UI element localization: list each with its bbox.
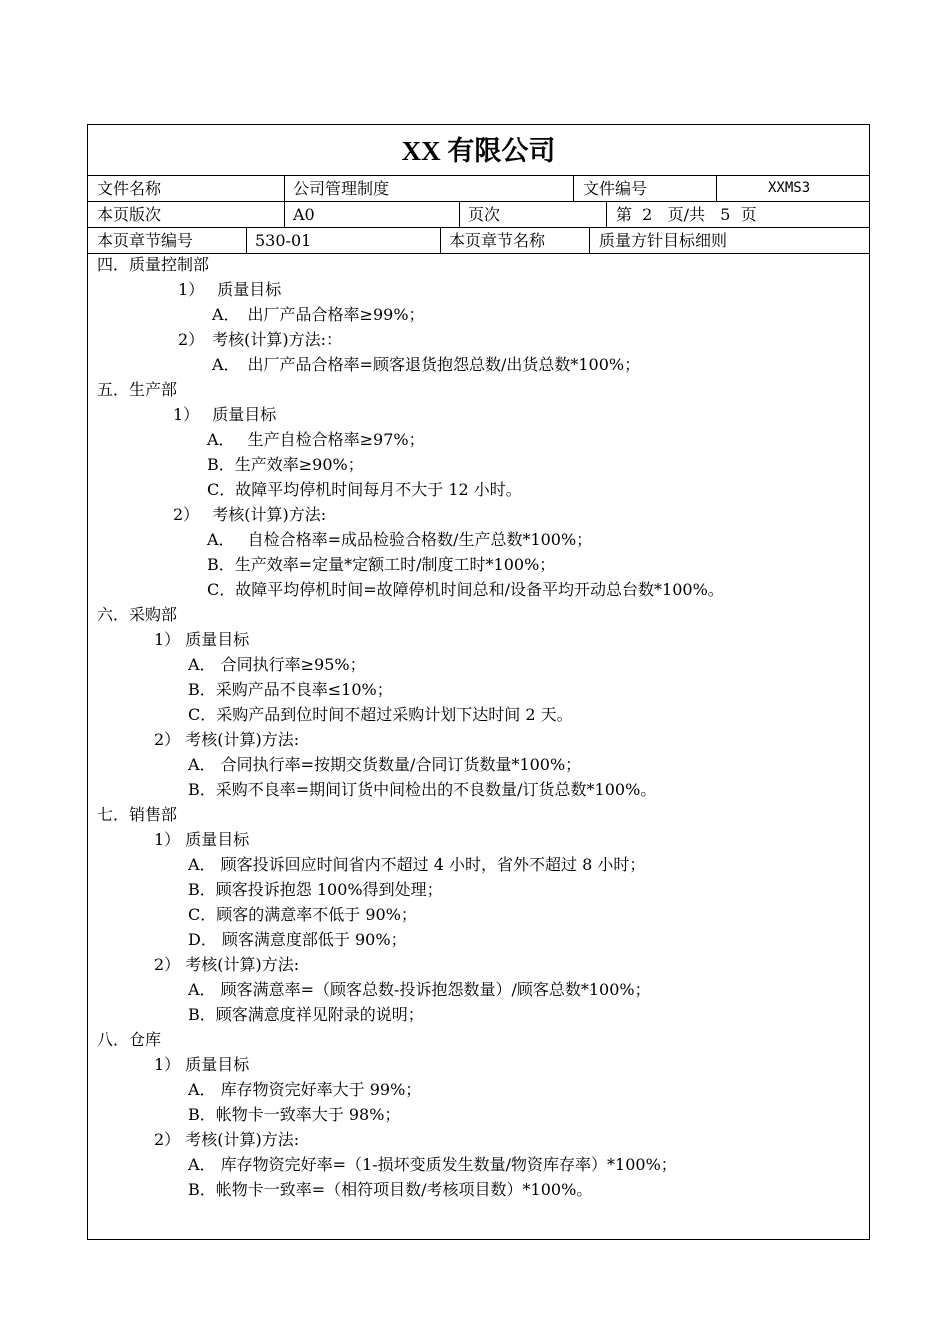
company-title: XX 有限公司 xyxy=(88,125,869,176)
list-item: C．故障平均停机时间每月不大于 12 小时。 xyxy=(207,480,522,499)
header-row-section xyxy=(88,228,869,254)
label-version: 本页版次 xyxy=(97,205,162,224)
list-item: A． 顾客投诉回应时间省内不超过 4 小时，省外不超过 8 小时； xyxy=(188,855,646,874)
section-heading: 六．采购部 xyxy=(97,605,178,624)
list-item: B．顾客满意度祥见附录的说明； xyxy=(188,1005,424,1024)
section-heading: 八．仓库 xyxy=(97,1030,162,1049)
list-item: A． 出厂产品合格率=顾客退货抱怨总数/出货总数*100%； xyxy=(212,355,641,374)
version-value: A0 xyxy=(293,205,315,224)
section-heading: 四．质量控制部 xyxy=(97,255,210,274)
document-frame xyxy=(87,124,870,1240)
list-item: D． 顾客满意度部低于 90%； xyxy=(188,930,407,949)
list-item: C．故障平均停机时间=故障停机时间总和/设备平均开动总台数*100%。 xyxy=(207,580,724,599)
list-item: 2） 考核(计算)方法: xyxy=(173,505,327,524)
list-item: A． 库存物资完好率=（1-损坏变质发生数量/物资库存率）*100%； xyxy=(188,1155,677,1174)
list-item: A． 自检合格率=成品检验合格数/生产总数*100%； xyxy=(207,530,593,549)
list-item: B．采购产品不良率≤10%； xyxy=(188,680,393,699)
list-item: 1） 质量目标 xyxy=(173,405,277,424)
label-page: 页次 xyxy=(468,205,501,224)
section-heading: 五．生产部 xyxy=(97,380,178,399)
list-item: 2） 考核(计算)方法: xyxy=(154,955,300,974)
section-no-value: 530-01 xyxy=(255,231,312,250)
list-item: A． 顾客满意率=（顾客总数-投诉抱怨数量）/顾客总数*100%； xyxy=(188,980,651,999)
header-row-file xyxy=(88,176,869,202)
list-item: 1） 质量目标 xyxy=(154,830,250,849)
label-section-no: 本页章节编号 xyxy=(97,231,194,250)
list-item: 2） 考核(计算)方法:： xyxy=(178,330,343,349)
list-item: B．顾客投诉抱怨 100%得到处理； xyxy=(188,880,443,899)
label-file-no: 文件编号 xyxy=(583,179,648,198)
list-item: C．采购产品到位时间不超过采购计划下达时间 2 天。 xyxy=(188,705,573,724)
list-item: A． 生产自检合格率≥97%； xyxy=(207,430,425,449)
list-item: A． 合同执行率=按期交货数量/合同订货数量*100%； xyxy=(188,755,582,774)
list-item: B．生产效率=定量*定额工时/制度工时*100%； xyxy=(207,555,556,574)
list-item: A． 库存物资完好率大于 99%； xyxy=(188,1080,422,1099)
list-item: B．生产效率≥90%； xyxy=(207,455,364,474)
label-file-name: 文件名称 xyxy=(97,179,162,198)
list-item: B．帐物卡一致率大于 98%； xyxy=(188,1105,401,1124)
file-name-value: 公司管理制度 xyxy=(293,179,390,198)
label-section-name: 本页章节名称 xyxy=(449,231,546,250)
list-item: 1） 质量目标 xyxy=(178,280,282,299)
section-heading: 七．销售部 xyxy=(97,805,178,824)
file-no-value: XXMS3 xyxy=(768,180,811,196)
list-item: 1） 质量目标 xyxy=(154,630,250,649)
section-name-value: 质量方针目标细则 xyxy=(599,231,728,250)
page-value: 第 2 页/共 5 页 xyxy=(616,205,757,224)
list-item: A． 出厂产品合格率≥99%； xyxy=(212,305,425,324)
list-item: B．帐物卡一致率=（相符项目数/考核项目数）*100%。 xyxy=(188,1180,593,1199)
list-item: 2） 考核(计算)方法: xyxy=(154,1130,300,1149)
list-item: C．顾客的满意率不低于 90%； xyxy=(188,905,417,924)
list-item: 1） 质量目标 xyxy=(154,1055,250,1074)
list-item: A． 合同执行率≥95%； xyxy=(188,655,366,674)
list-item: B．采购不良率=期间订货中间检出的不良数量/订货总数*100%。 xyxy=(188,780,657,799)
header-row-version xyxy=(88,202,869,228)
list-item: 2） 考核(计算)方法: xyxy=(154,730,300,749)
